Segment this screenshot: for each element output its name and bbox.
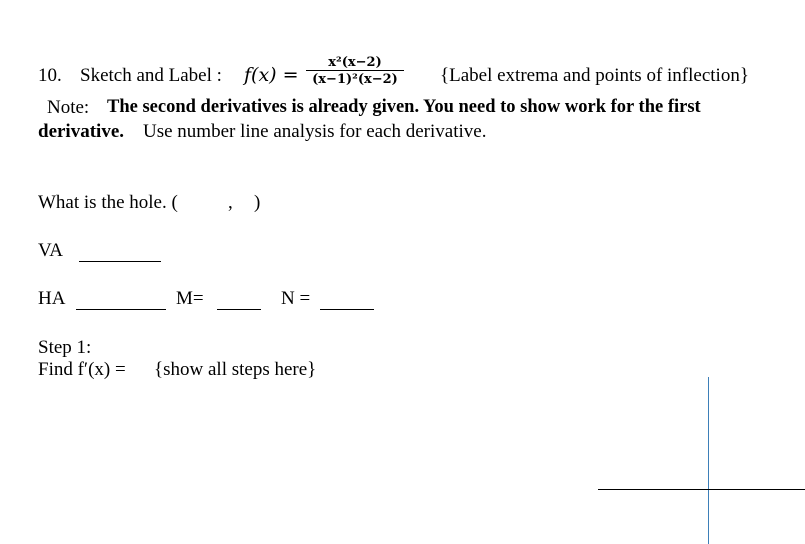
n-label: N =: [281, 288, 311, 309]
problem-instruction: Sketch and Label :: [80, 65, 222, 86]
function-lhs: f(x) =: [244, 64, 299, 86]
horizontal-axis-line: [598, 489, 805, 490]
hole-prompt: What is the hole. (: [38, 192, 178, 213]
note-prefix: Note:: [47, 97, 90, 118]
va-answer-blank: [79, 261, 161, 262]
fraction-numerator: x²(x−2): [328, 55, 382, 70]
step1-title: Step 1:: [38, 337, 92, 358]
n-answer-blank: [320, 309, 374, 310]
hole-comma: ,: [228, 192, 233, 213]
function-fraction: [306, 55, 404, 87]
note-bold-line2: derivative.: [38, 121, 125, 142]
m-label: M=: [176, 288, 204, 309]
ha-answer-blank: [76, 309, 166, 310]
step1-find: Find f′(x) =: [38, 359, 126, 380]
note-rest: Use number line analysis for each derivative.: [143, 121, 487, 142]
label-note: {Label extrema and points of inflection}: [440, 65, 749, 86]
ha-label: HA: [38, 288, 66, 309]
m-answer-blank: [217, 309, 261, 310]
step1-show: {show all steps here}: [154, 359, 317, 380]
note-bold-line1: The second derivatives is already given. You need to show work for the first: [107, 97, 701, 117]
fraction-denominator: (x−1)²(x−2): [306, 70, 404, 87]
problem-number: 10.: [38, 65, 62, 86]
va-label: VA: [38, 240, 63, 261]
hole-close-paren: ): [254, 192, 261, 213]
vertical-axis-line: [708, 377, 709, 544]
